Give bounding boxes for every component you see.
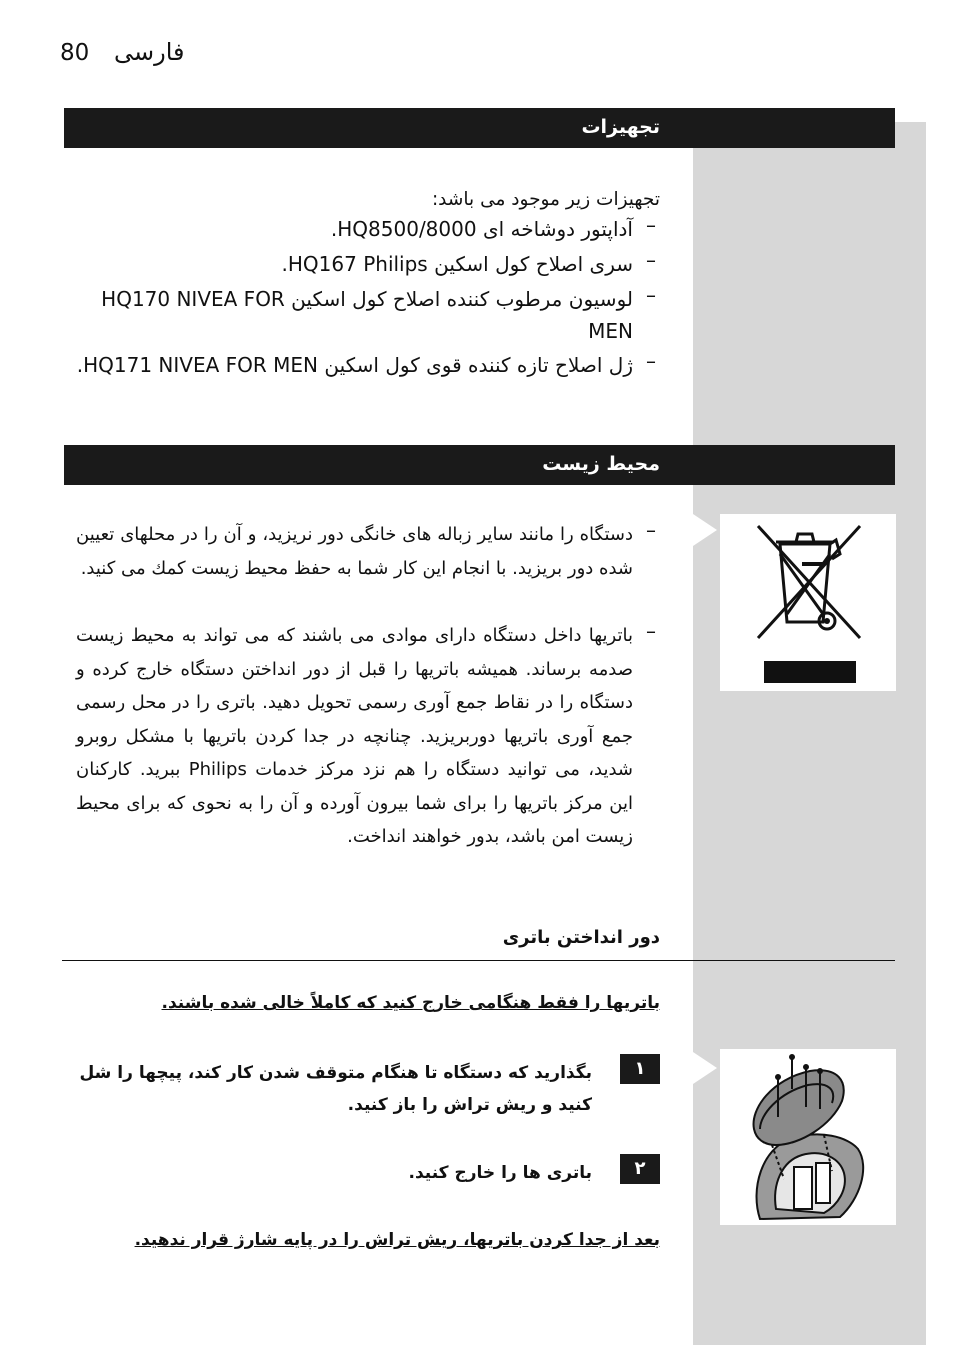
section-header-accessories — [64, 108, 895, 148]
page-number: 80 — [60, 40, 90, 66]
shaver-disassembly-icon — [720, 1049, 896, 1225]
list-item: لوسیون مرطوب کننده اصلاح کول اسکین HQ170 NIVEA FOR MEN — [101, 287, 633, 343]
section-title: محیط زیست — [542, 453, 660, 475]
accessories-intro: تجهیزات زیر موجود می باشد: — [431, 189, 660, 210]
page-language: فارسی — [114, 38, 185, 66]
list-item: سری اصلاح کول اسکین HQ167 Philips. — [281, 252, 633, 276]
dash: – — [646, 349, 656, 373]
shaver-illustration — [720, 1049, 896, 1225]
dash: – — [646, 248, 656, 272]
dash: – — [646, 619, 656, 643]
dash: – — [646, 283, 656, 307]
list-item: ژل اصلاح تازه کننده قوی کول اسکین HQ171 NIVEA FOR MEN. — [76, 353, 633, 377]
divider — [62, 960, 895, 961]
dash: – — [646, 213, 656, 237]
section-title: تجهیزات — [581, 116, 660, 138]
step-number: ١ — [620, 1054, 660, 1084]
step-number: ٢ — [620, 1154, 660, 1184]
note-warning: باتریها را فقط هنگامی خارج کنید که کاملاً خالی شده باشند. — [161, 993, 660, 1013]
list-item: باتریها داخل دستگاه دارای موادی می باشند که می تواند به محیط زیست صدمه برساند. همیشه باتریها را قبل از دور انداختن دستگاه خارج کرده و دستگاه را در نقاط جمع آوری رسمی تحویل دهید. باتری را در محل رسمی جمع آوری باتریها دوربریزید. چنانچه در جدا کردن باتریها با مشکل روبرو شدید، می توانید دستگاه را هم نزد مرکز خدمات Philips ببرید. کارکنان این مرکز باتریها را برای شما بیرون آورده و آن را به نحوی که برای محیط زیست امن باشد، بدور خواهند انداخت. — [76, 625, 633, 847]
step-text: بگذارید که دستگاه تا هنگام متوقف شدن کار کند، پیچها را شل کنید و ریش تراش را باز کنید. — [79, 1063, 592, 1115]
list-item: آداپتور دوشاخه ای HQ8500/8000. — [330, 217, 633, 241]
crossed-out-wheelie-bin-icon — [720, 514, 896, 691]
note-warning: بعد از جدا کردن باتریها، ریش تراش را در پایه شارژ قرار ندهید. — [134, 1230, 660, 1250]
illustration-pointer — [693, 1052, 717, 1084]
step-text: باتری ها را خارج کنید. — [408, 1163, 592, 1183]
recycle-illustration — [720, 514, 896, 691]
section-header-environment — [64, 445, 895, 485]
dash: – — [646, 518, 656, 542]
subsection-title: دور انداختن باتری — [502, 927, 660, 948]
illustration-pointer — [693, 514, 717, 546]
list-item: دستگاه را مانند سایر زباله های خانگی دور نریزید، و آن را در محلهای تعیین شده دور بریزید. با انجام این کار شما به حفظ محیط زیست کمك می کنید. — [76, 524, 633, 579]
